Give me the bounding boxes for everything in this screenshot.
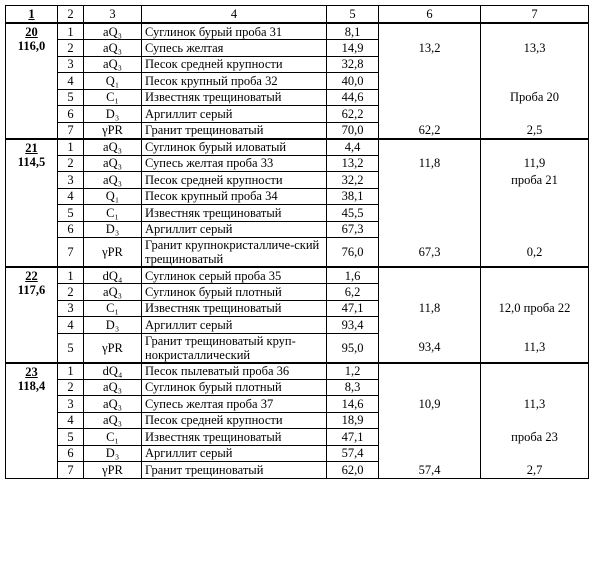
geologic-index: C₁ (84, 300, 142, 317)
layer-number: 3 (58, 396, 84, 413)
column-header: 5 (327, 6, 379, 24)
geologic-index: aQ₃ (84, 40, 142, 57)
column-7-value (481, 73, 589, 90)
well-elevation: 118,4 (17, 378, 46, 393)
layer-depth: 8,1 (327, 23, 379, 40)
table-row (6, 122, 589, 139)
table-row (6, 221, 589, 238)
column-6-value: 93,4 (379, 333, 481, 363)
layer-number: 1 (58, 363, 84, 380)
table-row (6, 40, 589, 57)
column-7-value: 0,2 (481, 238, 589, 268)
table-row (6, 284, 589, 301)
column-7-value (481, 445, 589, 462)
layer-depth: 4,4 (327, 139, 379, 156)
column-7-value (481, 205, 589, 222)
column-header: 3 (84, 6, 142, 24)
column-7-value: 11,3 (481, 396, 589, 413)
column-6-value: 62,2 (379, 122, 481, 139)
layer-depth: 47,1 (327, 429, 379, 446)
layer-number: 6 (58, 445, 84, 462)
geologic-index: γPR (84, 333, 142, 363)
table-row (6, 462, 589, 479)
layer-number: 2 (58, 155, 84, 172)
table-row (6, 56, 589, 73)
geologic-index: D₃ (84, 106, 142, 123)
layer-number: 1 (58, 23, 84, 40)
layer-depth: 14,9 (327, 40, 379, 57)
well-number: 22 (25, 269, 38, 283)
table-row (6, 139, 589, 156)
geologic-index: Q₁ (84, 73, 142, 90)
layer-description: Супесь желтая проба 37 (142, 396, 327, 413)
layer-depth: 45,5 (327, 205, 379, 222)
layer-description: Гранит трещиноватый (142, 462, 327, 479)
table-row (6, 445, 589, 462)
layer-description: Известняк трещиноватый (142, 300, 327, 317)
geologic-index: D₃ (84, 221, 142, 238)
geologic-index: aQ₃ (84, 284, 142, 301)
column-7-value: 11,3 (481, 333, 589, 363)
layer-description: Гранит трещиноватый (142, 122, 327, 139)
column-6-value (379, 106, 481, 123)
table-row (6, 238, 589, 268)
layer-number: 7 (58, 462, 84, 479)
layer-description: Известняк трещиноватый (142, 205, 327, 222)
header-row (6, 6, 589, 24)
column-6-value: 11,8 (379, 300, 481, 317)
column-6-value (379, 172, 481, 189)
well-elevation: 116,0 (17, 39, 46, 53)
geologic-index: aQ₃ (84, 379, 142, 396)
table-row (6, 396, 589, 413)
column-7-value (481, 317, 589, 334)
well-number: 23 (25, 364, 38, 379)
layer-number: 3 (58, 300, 84, 317)
column-6-value: 57,4 (379, 462, 481, 479)
column-6-value (379, 23, 481, 40)
column-6-value: 11,8 (379, 155, 481, 172)
layer-number: 3 (58, 56, 84, 73)
column-6-value: 67,3 (379, 238, 481, 268)
table-row (6, 317, 589, 334)
layer-description: Суглинок бурый плотный (142, 284, 327, 301)
column-7-value: проба 23 (481, 429, 589, 446)
column-header: 4 (142, 6, 327, 24)
layer-description: Известняк трещиноватый (142, 89, 327, 106)
layer-description: Гранит трещиноватый круп-нокристаллический (142, 333, 327, 363)
layer-depth: 6,2 (327, 284, 379, 301)
layer-depth: 70,0 (327, 122, 379, 139)
table-row (6, 89, 589, 106)
column-6-value (379, 188, 481, 205)
geologic-index: γPR (84, 238, 142, 268)
layer-number: 3 (58, 172, 84, 189)
layer-depth: 67,3 (327, 221, 379, 238)
layer-number: 4 (58, 412, 84, 429)
table-row (6, 172, 589, 189)
layer-number: 4 (58, 188, 84, 205)
column-7-value (481, 363, 589, 380)
layer-depth: 62,2 (327, 106, 379, 123)
layer-description: Аргиллит серый (142, 445, 327, 462)
layer-depth: 8,3 (327, 379, 379, 396)
column-6-value (379, 205, 481, 222)
layer-number: 5 (58, 89, 84, 106)
layer-description: Аргиллит серый (142, 106, 327, 123)
geologic-index: C₁ (84, 89, 142, 106)
column-6-value: 13,2 (379, 40, 481, 57)
geologic-index: aQ₃ (84, 139, 142, 156)
column-6-value (379, 317, 481, 334)
column-7-value (481, 267, 589, 284)
well-cell (6, 23, 58, 139)
column-7-value: 12,0 проба 22 (481, 300, 589, 317)
column-7-value: проба 21 (481, 172, 589, 189)
geologic-index: dQ₄ (84, 267, 142, 284)
column-7-value (481, 106, 589, 123)
column-7-value (481, 23, 589, 40)
layer-description: Аргиллит серый (142, 317, 327, 334)
layer-number: 7 (58, 238, 84, 268)
layer-number: 5 (58, 333, 84, 363)
column-7-value (481, 379, 589, 396)
layer-description: Супесь желтая проба 33 (142, 155, 327, 172)
table-row (6, 333, 589, 363)
column-6-value (379, 412, 481, 429)
table-row (6, 300, 589, 317)
geologic-index: aQ₃ (84, 172, 142, 189)
table-row (6, 188, 589, 205)
geologic-index: D₃ (84, 445, 142, 462)
column-6-value (379, 284, 481, 301)
column-6-value (379, 56, 481, 73)
layer-number: 5 (58, 205, 84, 222)
layer-description: Песок пылеватый проба 36 (142, 363, 327, 380)
column-6-value (379, 429, 481, 446)
table-row (6, 106, 589, 123)
well-elevation: 117,6 (17, 283, 46, 297)
table-row (6, 155, 589, 172)
column-7-value (481, 412, 589, 429)
layer-description: Гранит крупнокристалличе-ский трещиноватый (142, 238, 327, 268)
table-row (6, 379, 589, 396)
layer-description: Песок средней крупности (142, 172, 327, 189)
column-6-value: 10,9 (379, 396, 481, 413)
column-7-value (481, 221, 589, 238)
layer-depth: 44,6 (327, 89, 379, 106)
layer-number: 6 (58, 221, 84, 238)
well-cell (6, 363, 58, 479)
layer-description: Суглинок бурый проба 31 (142, 23, 327, 40)
table-row (6, 267, 589, 284)
layer-number: 5 (58, 429, 84, 446)
layer-description: Суглинок серый проба 35 (142, 267, 327, 284)
layer-depth: 32,8 (327, 56, 379, 73)
layer-number: 1 (58, 139, 84, 156)
geologic-index: aQ₃ (84, 56, 142, 73)
column-7-value: Проба 20 (481, 89, 589, 106)
well-cell (6, 267, 58, 363)
table-row (6, 412, 589, 429)
layer-description: Супесь желтая (142, 40, 327, 57)
document-page (5, 5, 588, 479)
layer-depth: 40,0 (327, 73, 379, 90)
layer-number: 4 (58, 73, 84, 90)
geologic-index: D₃ (84, 317, 142, 334)
layer-number: 2 (58, 40, 84, 57)
column-6-value (379, 89, 481, 106)
layer-description: Песок средней крупности (142, 56, 327, 73)
column-6-value (379, 221, 481, 238)
layer-depth: 93,4 (327, 317, 379, 334)
column-7-value (481, 56, 589, 73)
layer-number: 1 (58, 267, 84, 284)
column-6-value (379, 267, 481, 284)
layer-number: 2 (58, 379, 84, 396)
column-7-value: 11,9 (481, 155, 589, 172)
layer-description: Песок крупный проба 34 (142, 188, 327, 205)
geologic-index: C₁ (84, 429, 142, 446)
geologic-index: C₁ (84, 205, 142, 222)
column-7-value (481, 139, 589, 156)
table-row (6, 205, 589, 222)
column-header: 6 (379, 6, 481, 24)
well-number: 20 (25, 25, 38, 39)
well-number: 21 (25, 140, 38, 155)
column-header: 2 (58, 6, 84, 24)
table-row (6, 429, 589, 446)
layer-depth: 18,9 (327, 412, 379, 429)
layer-depth: 62,0 (327, 462, 379, 479)
layer-description: Песок крупный проба 32 (142, 73, 327, 90)
geologic-index: aQ₃ (84, 155, 142, 172)
table-row (6, 73, 589, 90)
geologic-index: Q₁ (84, 188, 142, 205)
layer-depth: 76,0 (327, 238, 379, 268)
table-row (6, 23, 589, 40)
layer-number: 4 (58, 317, 84, 334)
layer-depth: 47,1 (327, 300, 379, 317)
column-header: 7 (481, 6, 589, 24)
geologic-index: γPR (84, 462, 142, 479)
column-7-value (481, 284, 589, 301)
column-7-value: 13,3 (481, 40, 589, 57)
borehole-log-table (5, 5, 589, 479)
column-6-value (379, 379, 481, 396)
layer-depth: 1,2 (327, 363, 379, 380)
layer-depth: 13,2 (327, 155, 379, 172)
layer-description: Песок средней крупности (142, 412, 327, 429)
column-7-value: 2,5 (481, 122, 589, 139)
layer-description: Суглинок бурый плотный (142, 379, 327, 396)
layer-depth: 1,6 (327, 267, 379, 284)
column-7-value (481, 188, 589, 205)
layer-number: 2 (58, 284, 84, 301)
column-7-value: 2,7 (481, 462, 589, 479)
table-row (6, 363, 589, 380)
layer-number: 6 (58, 106, 84, 123)
column-6-value (379, 139, 481, 156)
layer-description: Суглинок бурый иловатый (142, 139, 327, 156)
column-6-value (379, 363, 481, 380)
layer-number: 7 (58, 122, 84, 139)
layer-depth: 95,0 (327, 333, 379, 363)
layer-description: Аргиллит серый (142, 221, 327, 238)
geologic-index: aQ₃ (84, 396, 142, 413)
layer-depth: 32,2 (327, 172, 379, 189)
column-6-value (379, 445, 481, 462)
geologic-index: γPR (84, 122, 142, 139)
well-cell (6, 139, 58, 268)
layer-description: Известняк трещиноватый (142, 429, 327, 446)
geologic-index: dQ₄ (84, 363, 142, 380)
layer-depth: 38,1 (327, 188, 379, 205)
layer-depth: 14,6 (327, 396, 379, 413)
well-elevation: 114,5 (17, 154, 46, 169)
geologic-index: aQ₃ (84, 412, 142, 429)
geologic-index: aQ₃ (84, 23, 142, 40)
layer-depth: 57,4 (327, 445, 379, 462)
column-header: 1 (6, 6, 58, 24)
column-6-value (379, 73, 481, 90)
